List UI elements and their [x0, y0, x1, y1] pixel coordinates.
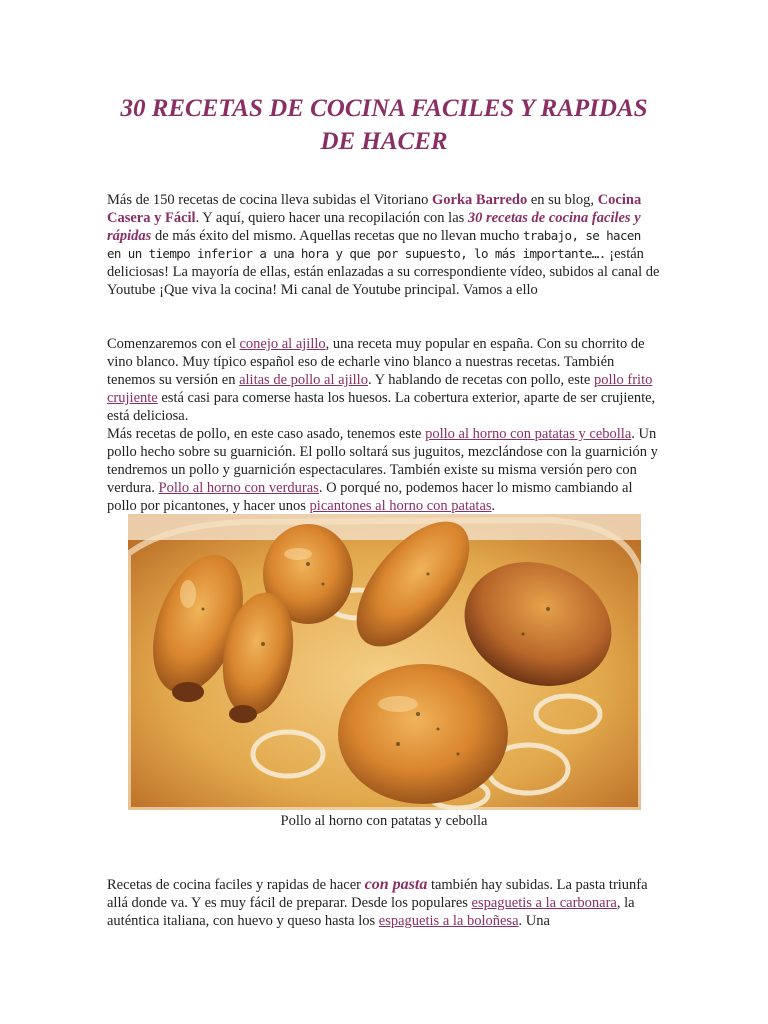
author-name: Gorka Barredo [432, 192, 528, 208]
intro-paragraph [107, 191, 661, 299]
link-pollo-al-horno-verduras[interactable]: Pollo al horno con verduras [158, 480, 319, 496]
link-pollo-frito-crujiente[interactable]: pollo frito crujiente [107, 372, 653, 406]
intro-text-2: en su blog, [527, 192, 598, 208]
chicken-text-1: Comenzaremos con el [107, 336, 240, 352]
intro-highlight: 30 recetas de cocina faciles y rápidas [107, 210, 641, 244]
page-title: 30 RECETAS DE COCINA FACILES Y RAPIDAS DE HACER [120, 95, 648, 155]
link-espaguetis-bolonesa[interactable]: espaguetis a la boloñesa [378, 913, 519, 929]
chicken-text-5: Más recetas de pollo, en este caso asado, tenemos este [107, 426, 426, 442]
roast-chicken-illustration [128, 514, 641, 810]
photo-caption: Pollo al horno con patatas y cebolla [280, 813, 488, 829]
link-alitas-de-pollo[interactable]: alitas de pollo al ajillo [239, 372, 368, 388]
blog-name: Cocina Casera y Fácil [107, 192, 642, 226]
pasta-paragraph [107, 876, 661, 930]
intro-text-5: ¡están deliciosas! La mayoría de ellas, están enlazadas a su correspondiente vídeo, subidos al canal de Youtube ¡Que viva la cocina! Mi canal de Youtube principal. Vamos a ello [107, 246, 660, 298]
chicken-text-3: . Y hablando de recetas con pollo, este [367, 372, 594, 388]
chicken-text-4: está casi para comerse hasta los huesos. La cobertura exterior, aparte de ser crujiente, está deliciosa. [107, 390, 656, 424]
intro-text-4: de más éxito del mismo. Aquellas recetas que no llevan mucho [151, 228, 523, 244]
chicken-paragraph [107, 335, 661, 515]
chicken-text-2: , una receta muy popular en españa. Con su chorrito de vino blanco. Muy típico español eso de echarle vino blanco a nuestras recetas. También tenemos su versión en [107, 336, 645, 388]
pasta-text-1: Recetas de cocina faciles y rapidas de hacer [107, 877, 365, 893]
intro-handwritten-text: trabajo, se hacen en un tiempo inferior a una hora y que por supuesto, lo más importante…. [107, 228, 641, 261]
link-conejo-al-ajillo[interactable]: conejo al ajillo [239, 336, 326, 352]
pasta-text-2: también hay subidas. La pasta triunfa allá donde va. Y es muy fácil de preparar. Desde los populares [107, 877, 648, 911]
chicken-text-7: . O porqué no, podemos hacer lo mismo cambiando al pollo por picantones, y hacer unos [107, 480, 633, 514]
pasta-text-4: . Una [518, 913, 550, 929]
pasta-text-3: , la auténtica italiana, con huevo y queso hasta los [107, 895, 635, 929]
link-espaguetis-carbonara[interactable]: espaguetis a la carbonara [471, 895, 617, 911]
chicken-text-6: . Un pollo hecho sobre su guarnición. El pollo soltará sus juguitos, mezclándose con la guarnición y tendremos un pollo y guarnición espectaculares. También existe su misma versión pero con verdura. [107, 426, 658, 496]
chicken-text-8: . [491, 498, 496, 514]
intro-text-3: . Y aquí, quiero hacer una recopilación con las [195, 210, 468, 226]
link-pollo-al-horno-patatas[interactable]: pollo al horno con patatas y cebolla [425, 426, 632, 442]
intro-text-1: Más de 150 recetas de cocina lleva subidas el Vitoriano [107, 192, 433, 208]
link-picantones-al-horno[interactable]: picantones al horno con patatas [309, 498, 492, 514]
pasta-emphasis: con pasta [364, 876, 428, 893]
roast-chicken-photo [128, 514, 641, 810]
